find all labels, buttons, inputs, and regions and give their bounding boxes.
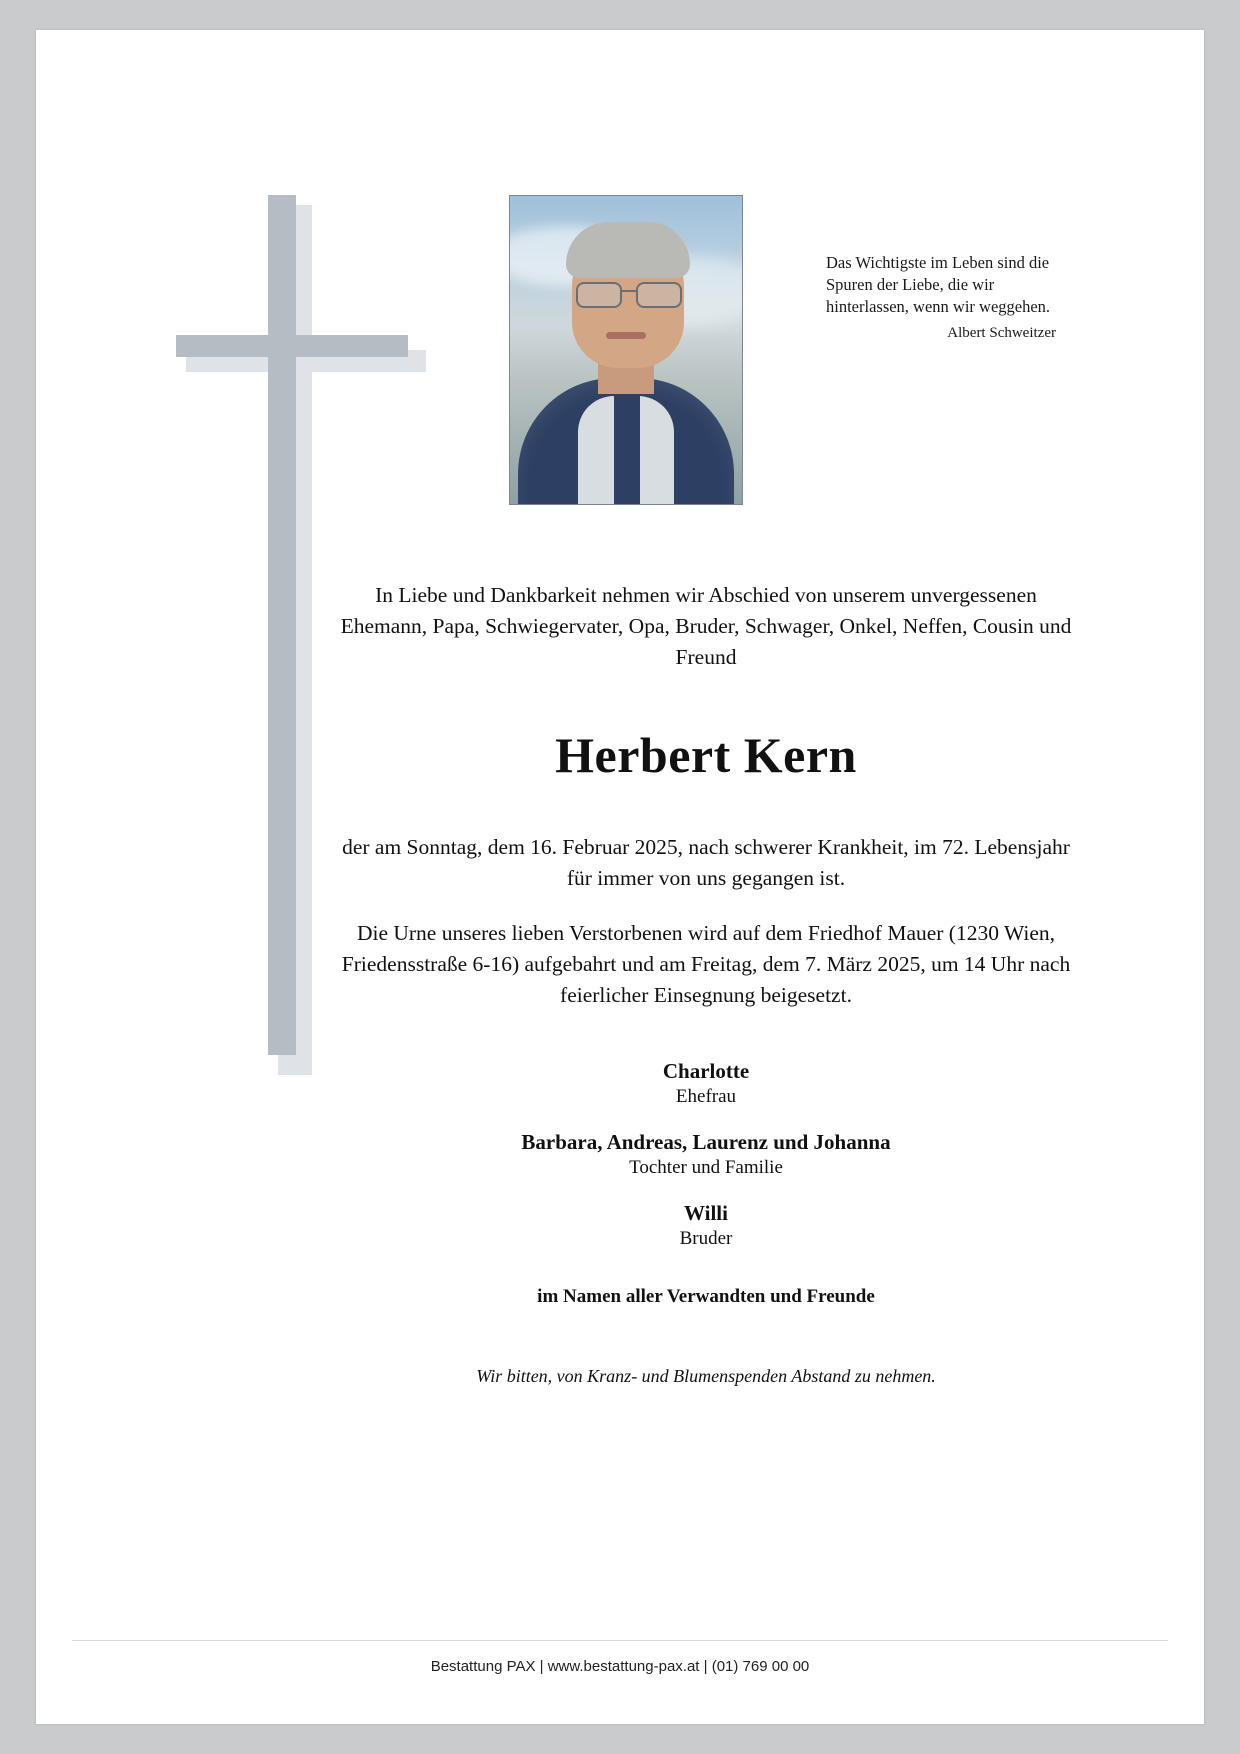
family-list	[336, 1059, 1076, 1250]
photo-hair	[566, 222, 690, 278]
family-entry	[336, 1059, 1076, 1108]
portrait-photo	[509, 195, 743, 505]
photo-mouth	[606, 332, 646, 339]
family-entry	[336, 1130, 1076, 1179]
quote-text: Das Wichtigste im Leben sind die Spuren der Liebe, die wir hinterlassen, wenn wir weggehen.	[826, 253, 1051, 316]
cross-vertical-bar	[268, 195, 296, 1055]
footer-text: Bestattung PAX | www.bestattung-pax.at | (01) 769 00 00	[430, 1658, 810, 1675]
flowers-note: Wir bitten, von Kranz- und Blumenspenden Abstand zu nehmen.	[476, 1366, 936, 1387]
quote-block	[826, 252, 1056, 344]
photo-glasses	[574, 282, 684, 304]
family-names: Willi	[684, 1201, 728, 1226]
photo-glasses-lens-left	[576, 282, 622, 308]
family-names: Charlotte	[662, 1059, 750, 1084]
quote-author: Albert Schweitzer	[947, 324, 1056, 341]
family-relation: Bruder	[679, 1228, 733, 1250]
footer-divider	[72, 1640, 1168, 1641]
cross-horizontal-bar	[176, 335, 408, 357]
death-details: der am Sonntag, dem 16. Februar 2025, nach schwerer Krankheit, im 72. Lebensjahr für immer von uns gegangen ist.	[342, 834, 1070, 890]
deceased-name: Herbert Kern	[555, 726, 857, 783]
main-content	[336, 580, 1076, 1387]
family-names: Barbara, Andreas, Laurenz und Johanna	[521, 1130, 891, 1155]
intro-text: In Liebe und Dankbarkeit nehmen wir Abschied von unserem unvergessenen Ehemann, Papa, Schwiegervater, Opa, Bruder, Schwager, Onkel, Neffen, Cousin und Freund	[340, 583, 1072, 670]
family-entry	[336, 1201, 1076, 1250]
in-name-of-text: im Namen aller Verwandten und Freunde	[537, 1286, 875, 1308]
family-relation: Ehefrau	[675, 1086, 737, 1108]
family-relation: Tochter und Familie	[629, 1157, 783, 1179]
burial-details: Die Urne unseres lieben Verstorbenen wird auf dem Friedhof Mauer (1230 Wien, Friedensstraße 6-16) aufgebahrt und am Freitag, dem 7. März 2025, um 14 Uhr nach feierlicher Einsegnung beigesetzt.	[341, 920, 1071, 1008]
photo-glasses-lens-right	[636, 282, 682, 308]
memorial-card	[36, 30, 1204, 1724]
